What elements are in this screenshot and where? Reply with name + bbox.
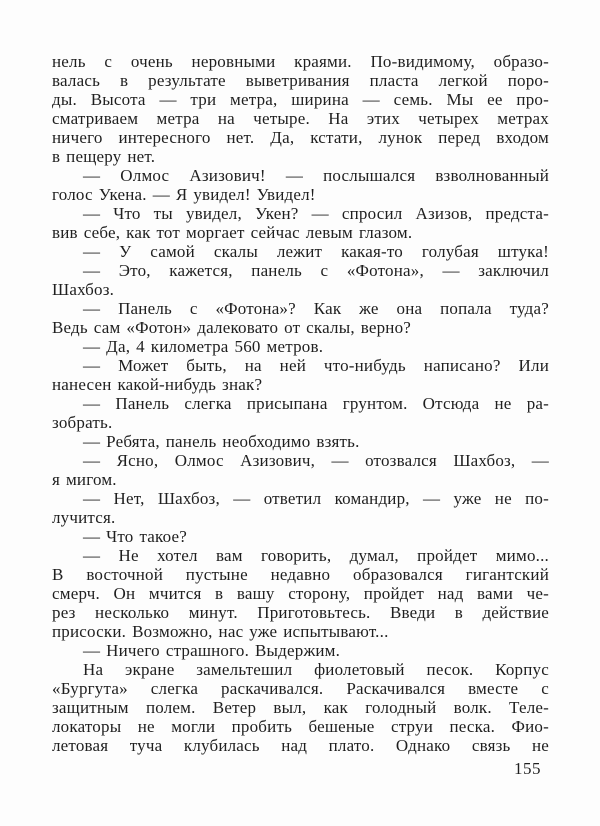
text-line: нель с очень неровными краями. По-видимому, образо- xyxy=(52,52,549,71)
text-line: — Да, 4 километра 560 метров. xyxy=(83,337,324,356)
paragraph xyxy=(52,546,549,641)
text-line: — Ясно, Олмос Азизович, — отозвался Шахбоз, — xyxy=(83,451,549,470)
text-line: Шахбоз. xyxy=(52,280,115,299)
text-line: в пещеру нет. xyxy=(52,147,156,166)
paragraph xyxy=(52,527,549,546)
text-line: — У самой скалы лежит какая-то голубая штука! xyxy=(83,242,549,261)
text-line: — Панель с «Фотона»? Как же она попала туда? xyxy=(83,299,549,318)
text-line: зобрать. xyxy=(52,413,113,432)
text-line: — Что ты увидел, Укен? — спросил Азизов, предста- xyxy=(83,204,549,223)
text-line: смерч. Он мчится в вашу сторону, пройдет над вами че- xyxy=(52,584,549,603)
text-line: сматриваем метра на четыре. На этих четырех метрах xyxy=(52,109,549,128)
text-line: На экране замельтешил фиолетовый песок. Корпус xyxy=(83,660,549,679)
paragraph xyxy=(52,489,549,527)
text-line: ды. Высота — три метра, ширина — семь. Мы ее про- xyxy=(52,90,549,109)
text-line: вив себе, как тот моргает сейчас левым глазом. xyxy=(52,223,413,242)
text-line: летовая туча клубилась над плато. Однако связь не xyxy=(52,736,549,755)
text-line: лучится. xyxy=(52,508,116,527)
paragraph xyxy=(52,261,549,299)
text-line: локаторы не могли пробить бешеные струи песка. Фио- xyxy=(52,717,549,736)
text-line: рез несколько минут. Приготовьтесь. Введи в действие xyxy=(52,603,549,622)
paragraph xyxy=(52,451,549,489)
paragraph xyxy=(52,432,549,451)
paragraph xyxy=(52,337,549,356)
text-line: «Бургута» слегка раскачивался. Раскачивался вместе с xyxy=(52,679,549,698)
text-line: голос Укена. — Я увидел! Увидел! xyxy=(52,185,316,204)
text-line: — Нет, Шахбоз, — ответил командир, — уже не по- xyxy=(83,489,549,508)
text-block xyxy=(52,52,549,755)
paragraph xyxy=(52,299,549,337)
paragraph xyxy=(52,204,549,242)
text-line: — Может быть, на ней что-нибудь написано? Или xyxy=(83,356,549,375)
text-line: Ведь сам «Фотон» далековато от скалы, верно? xyxy=(52,318,412,337)
page-number: 155 xyxy=(514,759,541,778)
text-line: — Это, кажется, панель с «Фотона», — заключил xyxy=(83,261,549,280)
text-line: — Ничего страшного. Выдержим. xyxy=(83,641,341,660)
paragraph xyxy=(52,52,549,166)
text-line: — Панель слегка присыпана грунтом. Отсюда не ра- xyxy=(83,394,549,413)
paragraph xyxy=(52,166,549,204)
text-line: нанесен какой-нибудь знак? xyxy=(52,375,263,394)
text-line: я мигом. xyxy=(52,470,117,489)
text-line: — Что такое? xyxy=(83,527,188,546)
paragraph xyxy=(52,394,549,432)
paragraph xyxy=(52,242,549,261)
text-line: присоски. Возможно, нас уже испытывают... xyxy=(52,622,389,641)
paragraph xyxy=(52,356,549,394)
paragraph xyxy=(52,641,549,660)
text-line: защитным полем. Ветер выл, как голодный волк. Теле- xyxy=(52,698,549,717)
text-line: — Олмос Азизович! — послышался взволнованный xyxy=(83,166,549,185)
text-line: — Ребята, панель необходимо взять. xyxy=(83,432,360,451)
paragraph xyxy=(52,660,549,755)
text-line: ничего интересного нет. Да, кстати, лунок перед входом xyxy=(52,128,549,147)
text-line: — Не хотел вам говорить, думал, пройдет мимо... xyxy=(83,546,549,565)
text-line: В восточной пустыне недавно образовался гигантский xyxy=(52,565,549,584)
text-line: валась в результате выветривания пласта легкой поро- xyxy=(52,71,549,90)
